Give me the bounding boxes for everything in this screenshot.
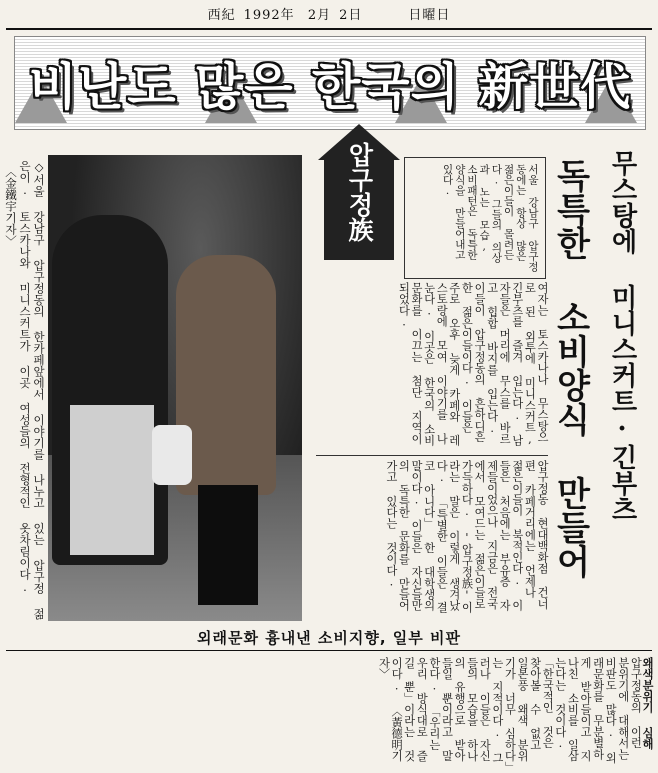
body-column-bottom-text: 압구정동의 이런 분위기에 대해서는 비판도 많다. 외래문화를 무분별하게 받아들이고 지나친 소비를 일삼는다는 것이다. 「한국적인 것은 찾아볼 수 없고 일본풍 왜색 분위기가 너무 심하다」는 지적이다. 그러나 이들은 자신들의 모습을 하나의 유행으로 받아들일 뿐이라고 말한다. 「우리는 우리 방식대로 즐길 뿐」이라는 것이다. — [390, 657, 643, 767]
subheadline-1: 무스탕에 미니스커트·긴부츠 — [607, 150, 637, 522]
byline: 〈黃德明기자〉 — [377, 657, 404, 762]
deck-headline: 외래문화 흉내낸 소비지향, 일부 비판 — [197, 629, 461, 647]
body-column-2 — [316, 460, 548, 618]
subhead-2: 왜색분위기 심해 — [641, 657, 655, 750]
section-badge-label: 압구정族 — [345, 142, 374, 242]
dateline-year: 1992年 — [243, 8, 295, 23]
news-photo — [48, 155, 302, 621]
lead-box — [404, 157, 546, 279]
deck-rule — [6, 650, 652, 651]
section-badge — [318, 124, 400, 274]
dateline-day: 2日 — [339, 8, 363, 23]
body-column-bottom — [4, 657, 654, 769]
dateline-era: 西紀 — [207, 8, 236, 23]
body-column-1: 여자는 토스카나나 무스탕으로 된 외투에 미니스커트, 긴부츠를 즐겨 입는다. 남자들은 머리에 무스를 바르고 힙합 바지를 입는다. 이들이 압구정동의 흔하디흔한 젊은이들이다. 이들은 주로 오후 늦게 카페와 레스토랑에 모여 이야기를 나눈다. 이곳은 한국의 소비문화를 이끄는 첨단 지역이 되었다. — [397, 282, 549, 446]
dateline — [0, 4, 658, 26]
main-headline: 비난도 많은 한국의 新世代 — [28, 58, 632, 116]
dateline-month: 2月 — [307, 8, 332, 23]
body-column-3-text: 「특별한 이들은 결코 아니다」 한 대학생의 말이다. 이들은 자신들만의 독특한 문화를 만들어가고 있다는 것이다. — [384, 460, 449, 613]
photo-credit: 〈金鐵宇기자〉 — [4, 166, 18, 247]
photo-figure-man — [52, 215, 168, 565]
photo-caption-text: ◇서울 강남구 압구정동의 한카페앞에서 이야기를 나누고 있는 압구정 젊은이. 토스카나와 미니스커트가 이곳 여성들의 전형적인 옷차림이다. — [18, 160, 46, 620]
lead-text: 서울 강남구 압구정동에는 항상 많은 젊은이들이 몰려든다. 그들의 의상과 노는 모습, 소비패턴은 독특한 양식을 만들어내고 있다. — [441, 164, 539, 272]
headline-banner — [14, 36, 646, 130]
column-divider — [316, 455, 548, 456]
body-column-2-text: 압구정동 현대백화점 건너편 카페거리에는 언제나 젊은이들이 북적인다. 이들은 처음에는 부유층 자제들이었으나 지금은 전국에서 모여드는 젊은이들로 가득하다. '압구정族'이라는 말은 이렇게 생겨났다. — [435, 460, 549, 613]
dateline-weekday: 日曜日 — [408, 8, 451, 23]
photo-caption — [4, 160, 46, 620]
top-rule — [6, 28, 652, 30]
subheadline-2: 독특한 소비양식 만들어 — [550, 158, 590, 578]
